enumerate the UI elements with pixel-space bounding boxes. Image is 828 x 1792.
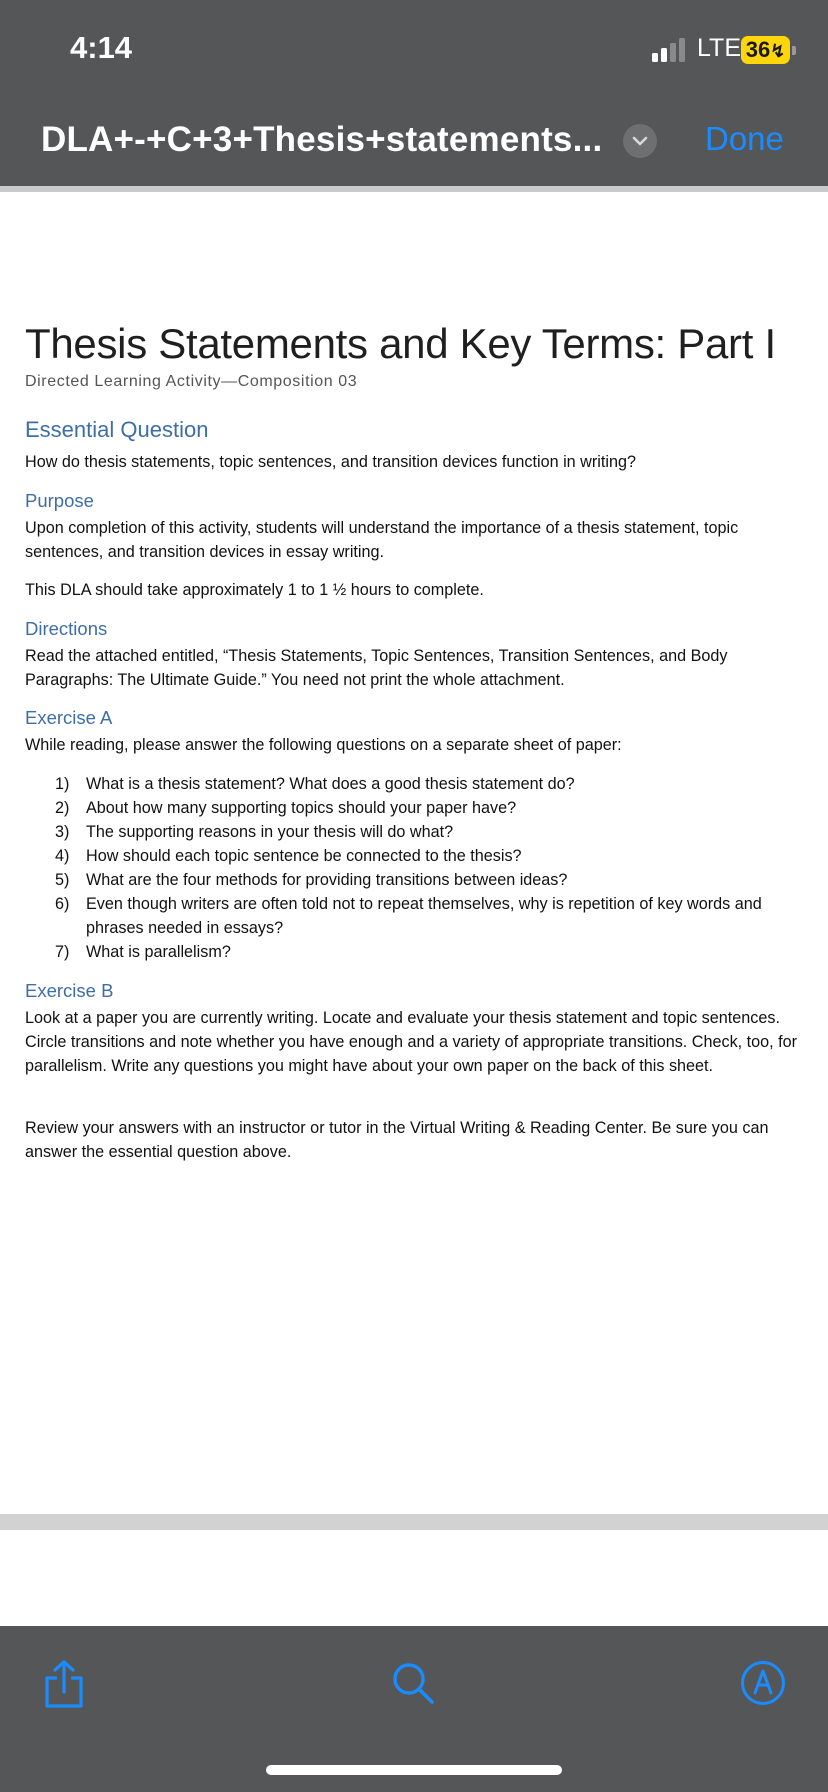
exercise-b-text: Look at a paper you are currently writing. Locate and evaluate your thesis statement and topic sentences. Circle transitions and note whether you have enough and a variety of appropriate transitions. Check, too, for parallelism. Write any questions you might have about your own paper on the back of this sheet.: [25, 1009, 798, 1075]
essential-question-heading: Essential Question: [25, 417, 209, 442]
list-item: [55, 892, 815, 940]
list-text: How should each topic sentence be connected to the thesis?: [86, 847, 522, 865]
exercise-b-heading: Exercise B: [25, 980, 114, 1001]
essential-question-text: How do thesis statements, topic sentences, and transition devices function in writing?: [25, 453, 636, 471]
list-item: [55, 844, 815, 868]
directions-heading: Directions: [25, 618, 108, 639]
review-note: Review your answers with an instructor or tutor in the Virtual Writing & Reading Center. Be sure you can answer the essential question above.: [25, 1119, 769, 1161]
question-list: [55, 772, 815, 964]
battery-percent: 36: [745, 37, 771, 62]
top-bar: [0, 0, 828, 186]
next-page[interactable]: [0, 1530, 828, 1626]
time-note: This DLA should take approximately 1 to 1 ½ hours to complete.: [25, 581, 484, 599]
list-text: What is a thesis statement? What does a good thesis statement do?: [86, 775, 575, 793]
list-number: 7): [55, 943, 70, 961]
list-number: 2): [55, 799, 70, 817]
battery-level: [741, 36, 790, 64]
list-number: 1): [55, 775, 70, 793]
list-text: The supporting reasons in your thesis will do what?: [86, 823, 454, 841]
list-text: What are the four methods for providing transitions between ideas?: [86, 871, 568, 889]
page-divider: [0, 1514, 828, 1530]
list-item: [55, 820, 815, 844]
list-number: 3): [55, 823, 70, 841]
list-text: About how many supporting topics should your paper have?: [86, 799, 517, 817]
chevron-down-icon: [623, 124, 657, 158]
share-icon[interactable]: [43, 1660, 85, 1708]
document-filename[interactable]: DLA+-+C+3+Thesis+statements...: [41, 120, 603, 159]
list-item: [55, 940, 815, 964]
purpose-heading: Purpose: [25, 490, 94, 511]
markup-icon[interactable]: [740, 1660, 786, 1706]
list-number: 5): [55, 871, 70, 889]
list-item: [55, 796, 815, 820]
search-icon[interactable]: [392, 1662, 436, 1706]
list-text: Even though writers are often told not to repeat themselves, why is repetition of key words and phrases needed in essays?: [86, 895, 762, 937]
home-indicator[interactable]: [266, 1765, 562, 1775]
document-page[interactable]: [0, 192, 828, 1514]
list-text: What is parallelism?: [86, 943, 231, 961]
page-subtitle: Directed Learning Activity—Composition 03: [25, 373, 358, 390]
purpose-text: Upon completion of this activity, students will understand the importance of a thesis statement, topic sentences, and transition devices in essay writing.: [25, 519, 739, 561]
list-item: [55, 772, 815, 796]
list-number: 4): [55, 847, 70, 865]
signal-icon: [652, 38, 692, 62]
page-title: Thesis Statements and Key Terms: Part I: [25, 320, 776, 367]
done-button[interactable]: Done: [705, 120, 784, 157]
charging-bolt-icon: ↯: [770, 41, 786, 61]
battery-tip: [792, 46, 796, 55]
directions-text: Read the attached entitled, “Thesis Statements, Topic Sentences, Transition Sentences, and Body Paragraphs: The Ultimate Guide.” You need not print the whole attachment.: [25, 647, 728, 689]
status-time: 4:14: [70, 30, 133, 65]
network-type: LTE: [697, 34, 741, 62]
list-number: 6): [55, 895, 70, 913]
title-menu-button[interactable]: [623, 124, 657, 158]
list-item: [55, 868, 815, 892]
exercise-a-intro: While reading, please answer the following questions on a separate sheet of paper:: [25, 736, 622, 754]
exercise-a-heading: Exercise A: [25, 707, 113, 728]
